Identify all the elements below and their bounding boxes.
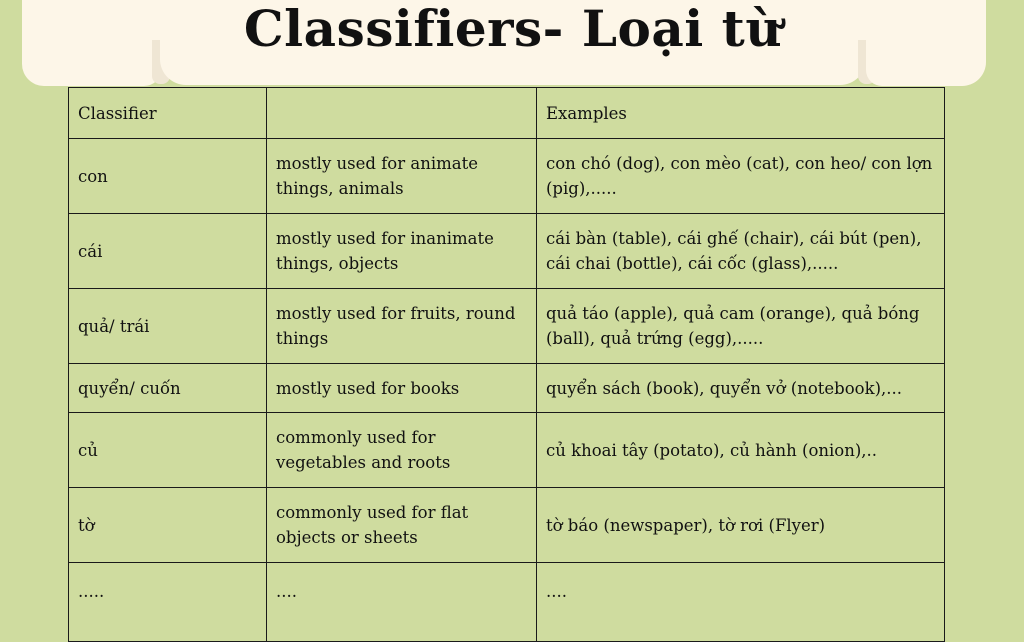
usage-cell: commonly used for vegetables and roots — [267, 413, 537, 488]
usage-cell: mostly used for inanimate things, objects — [267, 214, 537, 289]
classifier-cell: củ — [69, 413, 267, 488]
examples-cell: củ khoai tây (potato), củ hành (onion),.. — [537, 413, 945, 488]
usage-cell: commonly used for flat objects or sheets — [267, 488, 537, 563]
header-examples: Examples — [537, 88, 945, 139]
title-banner — [0, 0, 1024, 90]
header-usage — [267, 88, 537, 139]
examples-cell: quyển sách (book), quyển vở (notebook),... — [537, 364, 945, 413]
table-row — [69, 289, 945, 364]
classifier-table — [68, 87, 945, 642]
classifier-cell: ..... — [69, 563, 267, 642]
classifier-cell: con — [69, 139, 267, 214]
table-row — [69, 139, 945, 214]
table-row — [69, 214, 945, 289]
classifier-cell: quyển/ cuốn — [69, 364, 267, 413]
table-header-row — [69, 88, 945, 139]
examples-cell: .... — [537, 563, 945, 642]
examples-cell: con chó (dog), con mèo (cat), con heo/ con lợn (pig),..... — [537, 139, 945, 214]
classifier-cell: quả/ trái — [69, 289, 267, 364]
table-row — [69, 563, 945, 642]
table-row — [69, 413, 945, 488]
banner-left-segment — [22, 0, 162, 86]
usage-cell: .... — [267, 563, 537, 642]
table-row — [69, 364, 945, 413]
table-row — [69, 488, 945, 563]
examples-cell: tờ báo (newspaper), tờ rơi (Flyer) — [537, 488, 945, 563]
classifier-table-container — [68, 87, 944, 642]
usage-cell: mostly used for books — [267, 364, 537, 413]
classifier-cell: tờ — [69, 488, 267, 563]
examples-cell: cái bàn (table), cái ghế (chair), cái bút (pen), cái chai (bottle), cái cốc (glass),..... — [537, 214, 945, 289]
classifier-cell: cái — [69, 214, 267, 289]
banner-right-segment — [866, 0, 986, 86]
header-classifier: Classifier — [69, 88, 267, 139]
page-title: Classifiers- Loại từ — [243, 0, 783, 58]
usage-cell: mostly used for fruits, round things — [267, 289, 537, 364]
usage-cell: mostly used for animate things, animals — [267, 139, 537, 214]
examples-cell: quả táo (apple), quả cam (orange), quả bóng (ball), quả trứng (egg),..... — [537, 289, 945, 364]
